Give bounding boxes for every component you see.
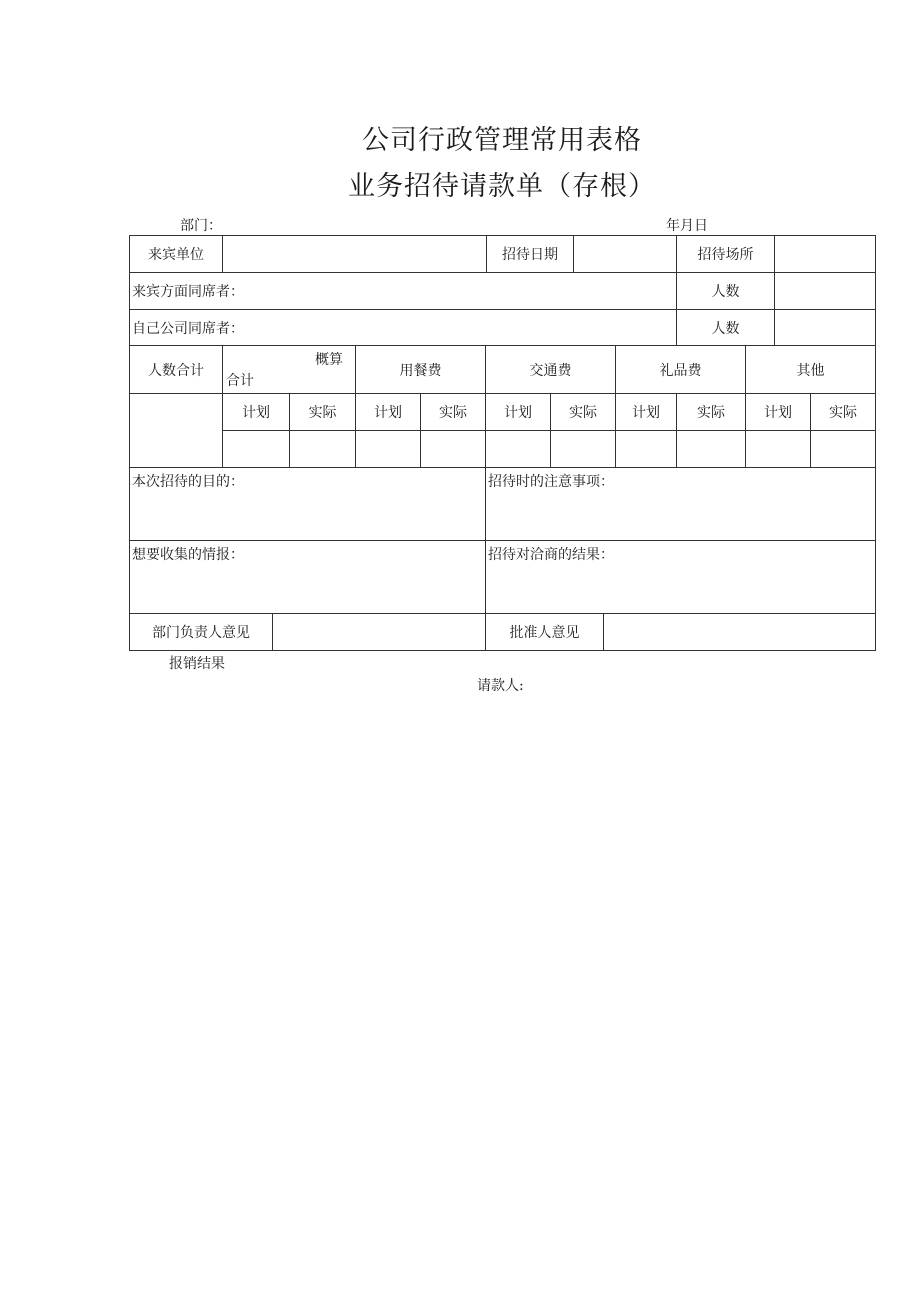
purpose-field[interactable]: 本次招待的目的： — [129, 467, 486, 541]
own-count-field[interactable] — [774, 309, 876, 346]
other-expense-label: 其他 — [745, 345, 876, 394]
venue-label: 招待场所 — [676, 235, 775, 273]
reimbursement-result-label: 报销结果 — [169, 656, 225, 672]
approver-opinion-field[interactable] — [603, 613, 876, 651]
department-label: 部门： — [180, 218, 222, 234]
guest-count-label: 人数 — [676, 272, 775, 310]
gift-actual-field[interactable] — [676, 430, 746, 468]
guest-unit-label: 来宾单位 — [129, 235, 223, 273]
result-field[interactable]: 招待对洽商的结果： — [485, 540, 876, 614]
budget-actual-label: 实际 — [289, 393, 356, 431]
approver-opinion-label: 批准人意见 — [485, 613, 604, 651]
transport-plan-label: 计划 — [485, 393, 551, 431]
budget-plan-field[interactable] — [222, 430, 290, 468]
gift-plan-field[interactable] — [615, 430, 677, 468]
meal-plan-label: 计划 — [355, 393, 421, 431]
total-people-field[interactable] — [129, 393, 223, 468]
requester-label: 请款人: — [477, 678, 524, 694]
meal-plan-field[interactable] — [355, 430, 421, 468]
date-label: 年月日 — [666, 218, 708, 234]
reception-date-field[interactable] — [573, 235, 677, 273]
gift-expense-label: 礼品费 — [615, 345, 746, 394]
guest-unit-field[interactable] — [222, 235, 487, 273]
guest-count-field[interactable] — [774, 272, 876, 310]
attention-field[interactable]: 招待时的注意事项： — [485, 467, 876, 541]
meal-expense-label: 用餐费 — [355, 345, 486, 394]
dept-head-opinion-label: 部门负责人意见 — [129, 613, 273, 651]
dept-head-opinion-field[interactable] — [272, 613, 486, 651]
guest-attendees-field[interactable]: 来宾方面同席者： — [129, 272, 677, 310]
own-attendees-field[interactable]: 自己公司同席者： — [129, 309, 677, 346]
budget-actual-field[interactable] — [289, 430, 356, 468]
transport-plan-field[interactable] — [485, 430, 551, 468]
own-count-label: 人数 — [676, 309, 775, 346]
gift-plan-label: 计划 — [615, 393, 677, 431]
transport-actual-label: 实际 — [550, 393, 616, 431]
transport-actual-field[interactable] — [550, 430, 616, 468]
intel-field[interactable]: 想要收集的情报： — [129, 540, 486, 614]
other-actual-label: 实际 — [810, 393, 876, 431]
meal-actual-label: 实际 — [420, 393, 486, 431]
gift-actual-label: 实际 — [676, 393, 746, 431]
transport-expense-label: 交通费 — [485, 345, 616, 394]
total-people-label: 人数合计 — [129, 345, 223, 394]
budget-total-label — [222, 345, 356, 394]
reception-date-label: 招待日期 — [486, 235, 574, 273]
budget-plan-label: 计划 — [222, 393, 290, 431]
venue-field[interactable] — [774, 235, 876, 273]
meal-actual-field[interactable] — [420, 430, 486, 468]
document-subtitle: 业务招待请款单（存根） — [348, 171, 656, 202]
budget-label: 概算 — [315, 352, 343, 368]
other-plan-label: 计划 — [745, 393, 811, 431]
document-title: 公司行政管理常用表格 — [362, 125, 642, 156]
other-actual-field[interactable] — [810, 430, 876, 468]
other-plan-field[interactable] — [745, 430, 811, 468]
total-label: 合计 — [226, 373, 254, 389]
